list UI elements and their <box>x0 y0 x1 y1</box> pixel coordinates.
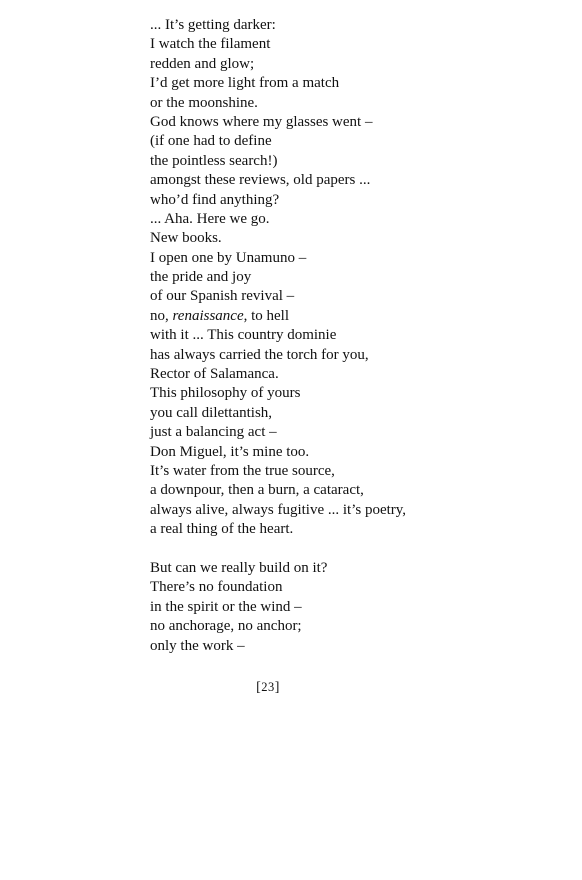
line-text-before: no, <box>150 307 173 324</box>
poem-line: I open one by Unamuno – <box>150 249 307 266</box>
poem-line: with it ... This country dominie <box>150 327 337 344</box>
poem-line: Don Miguel, it’s mine too. <box>150 443 310 460</box>
poem-line: or the moonshine. <box>150 94 258 111</box>
poem-line: always alive, always fugitive ... it’s poetry, <box>150 501 407 518</box>
poem-text <box>150 16 550 656</box>
poem-line: It’s water from the true source, <box>150 462 335 479</box>
poem-line: God knows where my glasses went – <box>150 113 373 130</box>
poem-line: I’d get more light from a match <box>150 75 340 92</box>
page-number-value: 23 <box>261 680 275 694</box>
poem-line: But can we really build on it? <box>150 559 328 576</box>
poem-line: only the work – <box>150 637 245 654</box>
poem-line: who’d find anything? <box>150 191 280 208</box>
poem-line-italic <box>150 307 550 326</box>
poem-line: the pointless search!) <box>150 152 278 169</box>
page-number-open-bracket: [ <box>256 680 262 695</box>
poem-line: ... Aha. Here we go. <box>150 210 270 227</box>
poem-line: the pride and joy <box>150 269 252 286</box>
page-number-close-bracket: ] <box>274 680 280 695</box>
page-number <box>0 680 536 696</box>
poem-line: This philosophy of yours <box>150 385 301 402</box>
line-text-after: , to hell <box>243 307 290 324</box>
poem-line: I watch the filament <box>150 36 271 53</box>
poem-line: There’s no foundation <box>150 579 283 596</box>
poem-line: in the spirit or the wind – <box>150 598 302 615</box>
poem-line: Rector of Salamanca. <box>150 366 279 383</box>
poem-line: (if one had to define <box>150 133 272 150</box>
poem-line: you call dilettantish, <box>150 404 273 421</box>
poem-line: amongst these reviews, old papers ... <box>150 172 371 189</box>
poem-line: a downpour, then a burn, a cataract, <box>150 482 364 499</box>
poem-line: just a balancing act – <box>150 424 277 441</box>
poem-line: a real thing of the heart. <box>150 521 294 538</box>
italic-word: renaissance <box>172 307 244 324</box>
poem-line: New books. <box>150 230 222 247</box>
poem-line: no anchorage, no anchor; <box>150 618 302 635</box>
poem-line: of our Spanish revival – <box>150 288 295 305</box>
poem-line: redden and glow; <box>150 55 255 72</box>
poem-line: ... It’s getting darker: <box>150 17 276 33</box>
stanza-break <box>150 540 550 559</box>
poem-line: has always carried the torch for you, <box>150 346 369 363</box>
